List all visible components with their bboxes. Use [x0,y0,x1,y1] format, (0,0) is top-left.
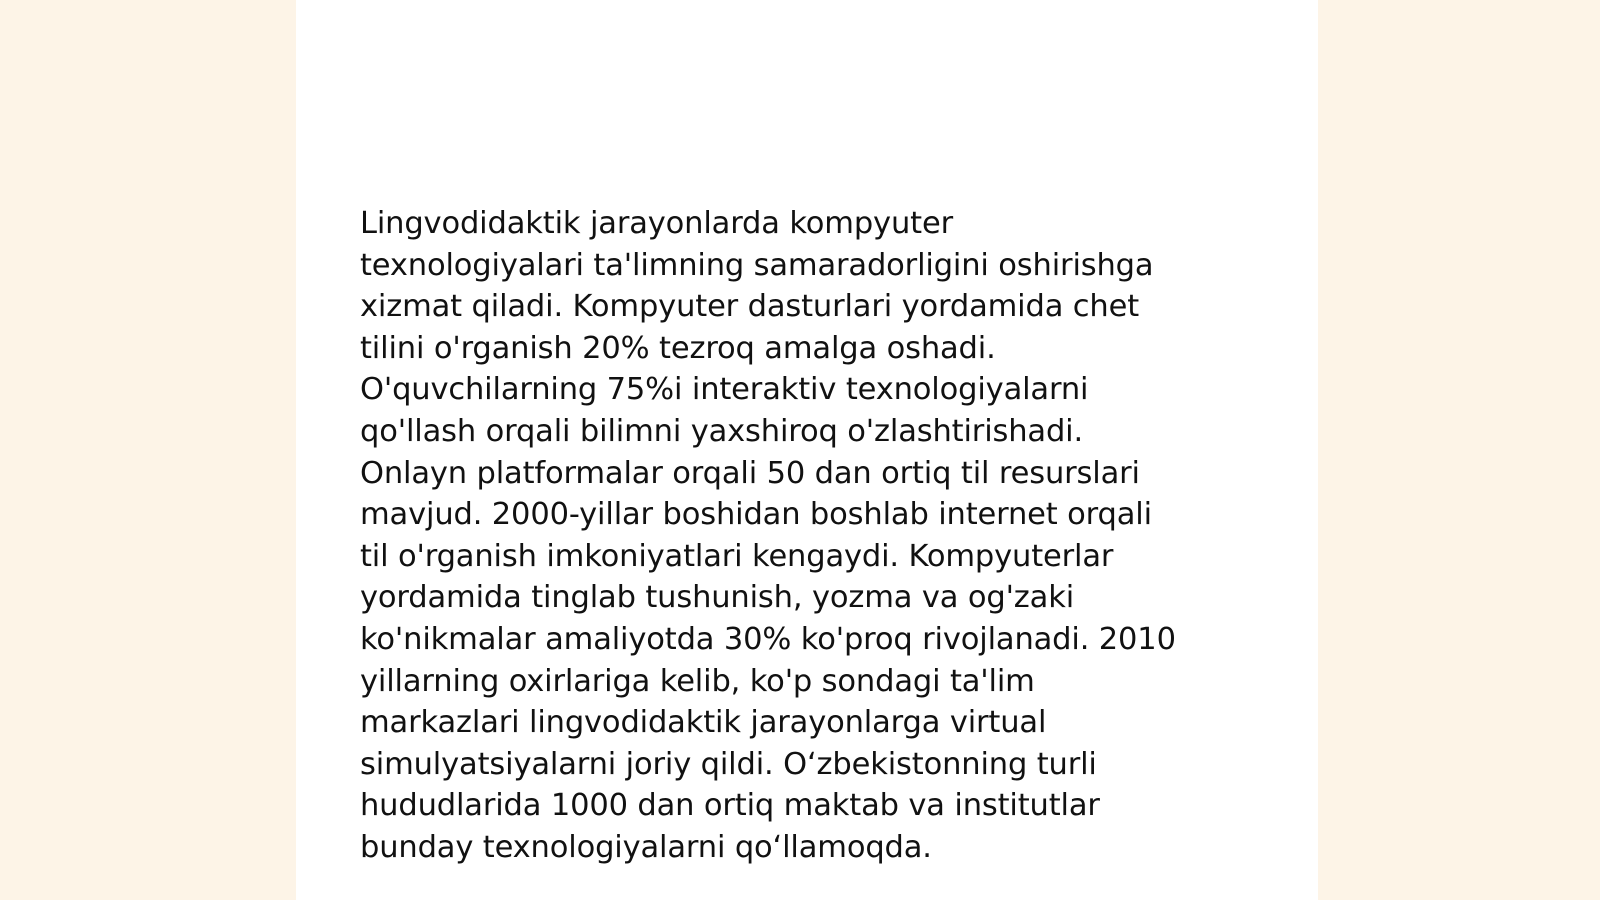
paragraph-line: yordamida tinglab tushunish, yozma va og'zaki [360,580,1075,616]
paragraph-line: markazlari lingvodidaktik jarayonlarga virtual [360,705,1047,741]
body-paragraph [360,203,1240,869]
paragraph-line: bunday texnologiyalarni qo‘llamoqda. [360,829,932,865]
paragraph-line: simulyatsiyalarni joriy qildi. O‘zbekistonning turli [360,746,1097,782]
document-page [296,0,1318,900]
paragraph-line: xizmat qiladi. Kompyuter dasturlari yordamida chet [360,289,1140,325]
paragraph-line: texnologiyalari ta'limning samaradorligini oshirishga [360,247,1154,283]
paragraph-line: Lingvodidaktik jarayonlarda kompyuter [360,206,953,241]
paragraph-line: til o'rganish imkoniyatlari kengaydi. Kompyuterlar [360,538,1114,574]
paragraph-line: O'quvchilarning 75%i interaktiv texnologiyalarni [360,372,1089,408]
paragraph-line: yillarning oxirlariga kelib, ko'p sondagi ta'lim [360,663,1035,699]
paragraph-line: hududlarida 1000 dan ortiq maktab va institutlar [360,788,1100,824]
paragraph-line: ko'nikmalar amaliyotda 30% ko'proq rivojlanadi. 2010 [360,621,1176,657]
paragraph-line: Onlayn platformalar orqali 50 dan ortiq til resurslari [360,455,1140,491]
paragraph-line: mavjud. 2000-yillar boshidan boshlab internet orqali [360,497,1152,533]
paragraph-line: tilini o'rganish 20% tezroq amalga oshadi. [360,330,996,366]
paragraph-line: qo'llash orqali bilimni yaxshiroq o'zlashtirishadi. [360,413,1084,449]
